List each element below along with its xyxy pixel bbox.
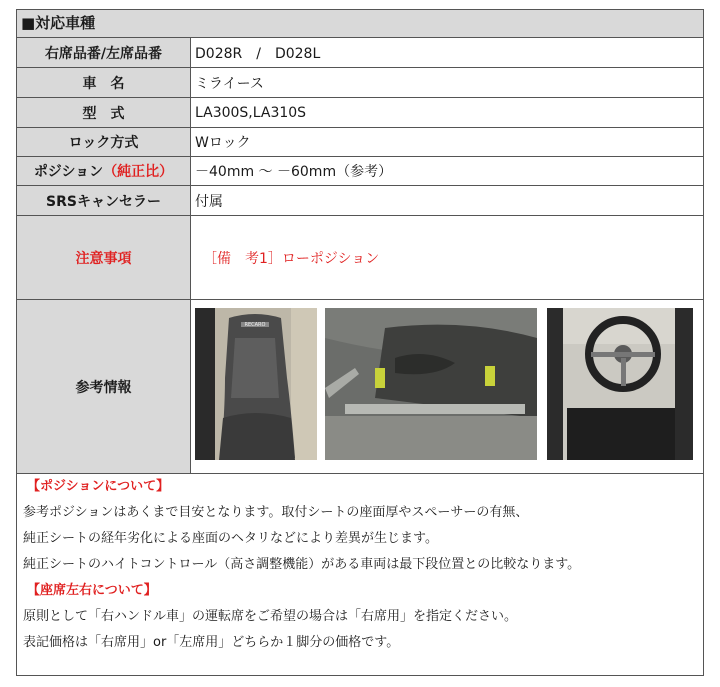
label-caution: 注意事項 bbox=[17, 216, 191, 299]
label-reference: 参考情報 bbox=[17, 300, 191, 473]
row-caution bbox=[17, 216, 703, 300]
row-reference bbox=[17, 300, 703, 474]
notes-position-line-3: 純正シートのハイトコントロール（高さ調整機能）がある車両は最下段位置との比較なります。 bbox=[23, 557, 581, 572]
steering-interior-photo bbox=[547, 308, 693, 460]
row-srs bbox=[17, 186, 703, 216]
value-part-number: D028R / D028L bbox=[195, 45, 321, 62]
label-position bbox=[17, 157, 191, 185]
value-car-name: ミライース bbox=[195, 75, 264, 92]
row-position bbox=[17, 157, 703, 186]
notes-side-heading: 【座席左右について】 bbox=[27, 583, 157, 598]
row-part-number bbox=[17, 38, 703, 68]
row-lock-type bbox=[17, 128, 703, 157]
value-position: －40mm ～ －60mm（参考） bbox=[195, 164, 393, 180]
value-lock-type: Wロック bbox=[195, 135, 251, 151]
compatibility-table bbox=[16, 9, 704, 676]
notes-position-line-1: 参考ポジションはあくまで目安となります。取付シートの座面厚やスペーサーの有無、 bbox=[23, 505, 529, 520]
seat-brand-label: RECARO bbox=[244, 322, 266, 328]
label-position-sub: （純正比） bbox=[103, 164, 174, 180]
seat-front-photo bbox=[195, 308, 317, 460]
value-caution: ［備 考1］ローポジション bbox=[203, 250, 380, 267]
row-model bbox=[17, 98, 703, 128]
notes-side-line-2: 表記価格は「右席用」or「左席用」どちらか１脚分の価格です。 bbox=[23, 635, 400, 650]
value-model: LA300S,LA310S bbox=[195, 104, 307, 121]
label-part-number: 右席品番/左席品番 bbox=[17, 38, 191, 67]
notes-side-line-1: 原則として「右ハンドル車」の運転席をご希望の場合は「右席用」を指定ください。 bbox=[23, 609, 518, 624]
label-position-main: ポジション bbox=[33, 164, 104, 180]
row-car-name bbox=[17, 68, 703, 98]
value-srs: 付属 bbox=[195, 193, 223, 210]
notes-section bbox=[17, 474, 703, 656]
notes-position-line-2: 純正シートの経年劣化による座面のヘタリなどにより差異が生じます。 bbox=[23, 531, 438, 546]
label-model: 型 式 bbox=[17, 98, 191, 127]
label-srs: SRSキャンセラー bbox=[17, 186, 191, 215]
seat-rail-photo bbox=[325, 308, 537, 460]
section-title: ■対応車種 bbox=[17, 10, 703, 38]
label-car-name: 車 名 bbox=[17, 68, 191, 97]
notes-position-heading: 【ポジションについて】 bbox=[27, 479, 170, 494]
label-lock-type: ロック方式 bbox=[17, 128, 191, 156]
reference-photos bbox=[191, 300, 703, 473]
